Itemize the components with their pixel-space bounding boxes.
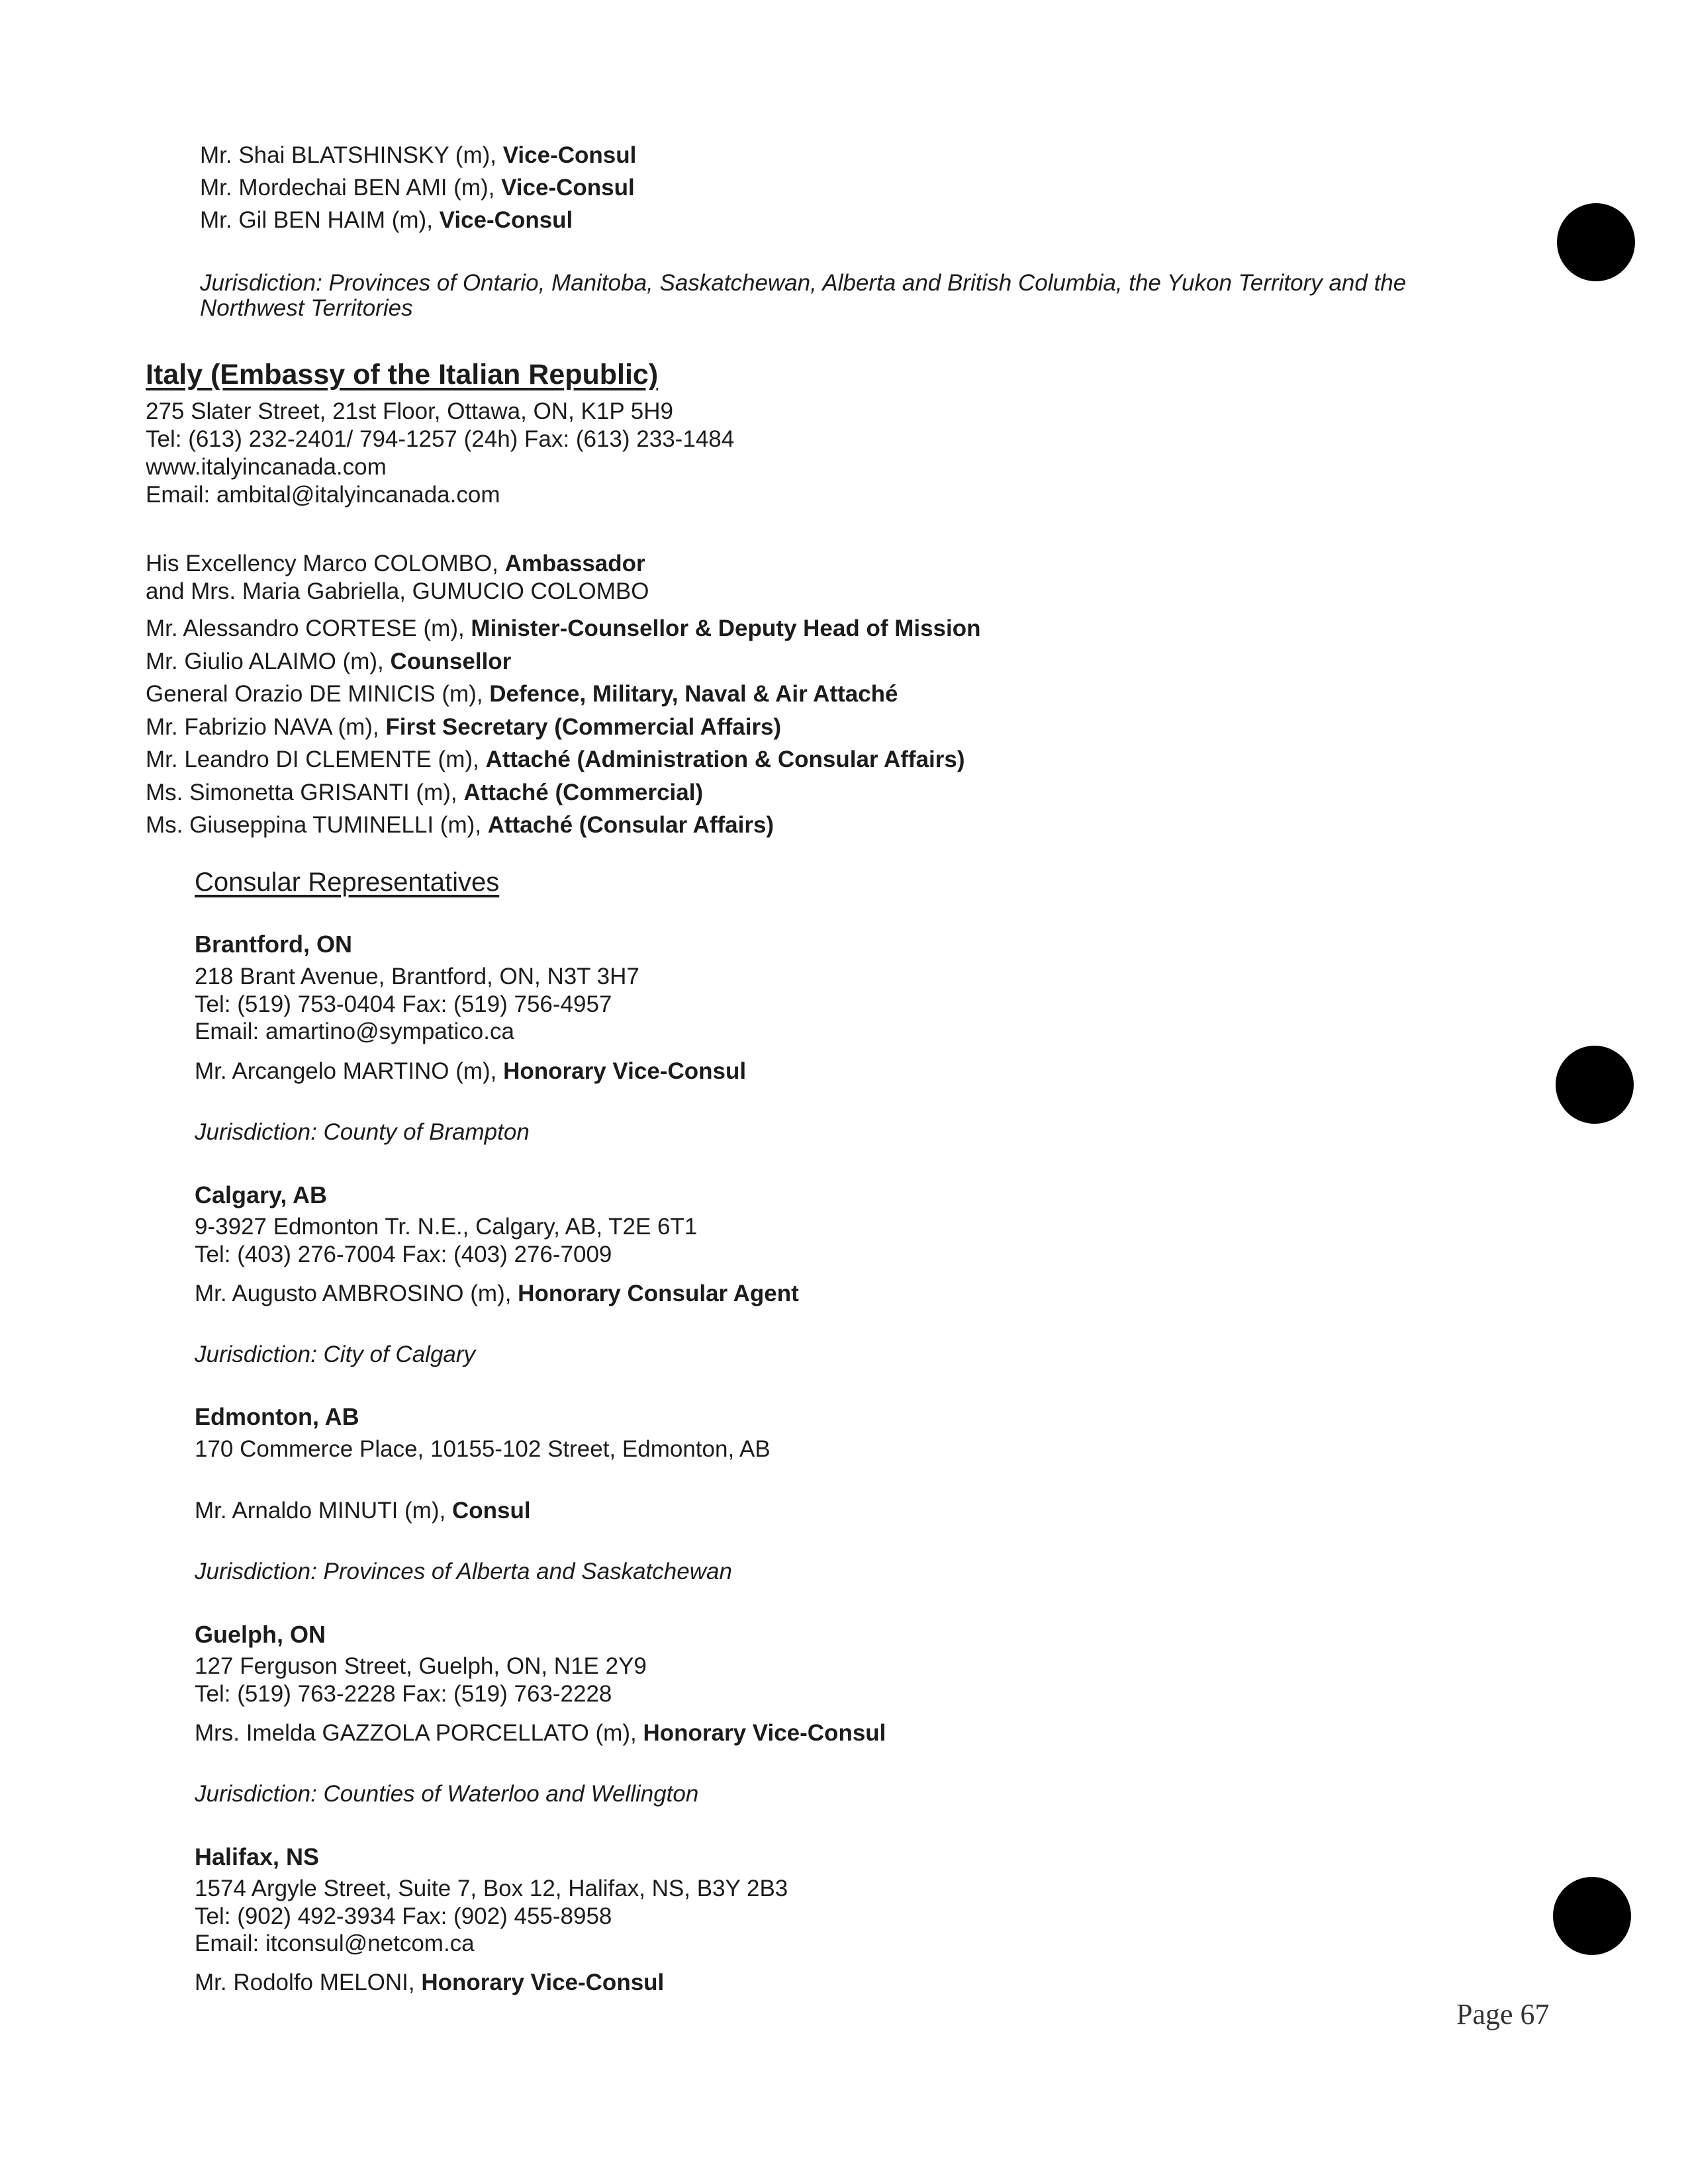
city-heading: Calgary, AB [195, 1181, 328, 1208]
city-line: 127 Ferguson Street, Guelph, ON, N1E 2Y9 [195, 1653, 647, 1679]
staff-line: Ms. Simonetta GRISANTI (m), Attaché (Commercial) [146, 780, 704, 805]
embassy-tel: Tel: (613) 232-2401/ 794-1257 (24h) Fax: (613) 233-1484 [146, 426, 735, 452]
jurisdiction-line: Jurisdiction: Counties of Waterloo and Wellington [195, 1781, 699, 1807]
consul-line: Mr. Mordechai BEN AMI (m), Vice-Consul [200, 175, 635, 201]
city-line: 170 Commerce Place, 10155-102 Street, Edmonton, AB [195, 1436, 771, 1462]
staff-line: Mr. Alessandro CORTESE (m), Minister-Counsellor & Deputy Head of Mission [146, 615, 981, 641]
city-person: Mr. Arcangelo MARTINO (m), Honorary Vice-Consul [195, 1058, 747, 1084]
punch-hole [1557, 203, 1635, 281]
city-heading: Brantford, ON [195, 931, 352, 958]
city-line: Tel: (519) 763-2228 Fax: (519) 763-2228 [195, 1681, 612, 1707]
city-line: Tel: (519) 753-0404 Fax: (519) 756-4957 [195, 991, 612, 1017]
embassy-heading: Italy (Embassy of the Italian Republic) [146, 359, 659, 390]
consular-heading: Consular Representatives [195, 868, 500, 897]
city-line: Email: itconsul@netcom.ca [195, 1931, 475, 1956]
city-heading: Halifax, NS [195, 1843, 320, 1870]
city-heading: Guelph, ON [195, 1621, 326, 1648]
embassy-email: Email: ambital@italyincanada.com [146, 482, 500, 508]
city-line: 218 Brant Avenue, Brantford, ON, N3T 3H7 [195, 964, 639, 989]
staff-line: Ms. Giuseppina TUMINELLI (m), Attaché (Consular Affairs) [146, 812, 774, 838]
staff-line: Mr. Fabrizio NAVA (m), First Secretary (Commercial Affairs) [146, 714, 782, 740]
city-line: Tel: (403) 276-7004 Fax: (403) 276-7009 [195, 1242, 612, 1267]
city-line: Tel: (902) 492-3934 Fax: (902) 455-8958 [195, 1903, 612, 1929]
embassy-address: 275 Slater Street, 21st Floor, Ottawa, ON, K1P 5H9 [146, 398, 673, 424]
jurisdiction-line: Northwest Territories [200, 295, 413, 321]
city-person: Mr. Augusto AMBROSINO (m), Honorary Consular Agent [195, 1281, 799, 1306]
city-line: 9-3927 Edmonton Tr. N.E., Calgary, AB, T2E 6T1 [195, 1214, 698, 1240]
jurisdiction-line: Jurisdiction: Provinces of Ontario, Manitoba, Saskatchewan, Alberta and British Columbia, the Yukon Territory and the [200, 270, 1407, 296]
staff-line: General Orazio DE MINICIS (m), Defence, Military, Naval & Air Attaché [146, 681, 898, 707]
city-person: Mrs. Imelda GAZZOLA PORCELLATO (m), Honorary Vice-Consul [195, 1720, 886, 1746]
consul-line: Mr. Shai BLATSHINSKY (m), Vice-Consul [200, 142, 637, 168]
punch-hole [1553, 1877, 1631, 1955]
staff-line: Mr. Giulio ALAIMO (m), Counsellor [146, 649, 512, 674]
city-heading: Edmonton, AB [195, 1403, 359, 1430]
staff-line: Mr. Leandro DI CLEMENTE (m), Attaché (Administration & Consular Affairs) [146, 747, 965, 772]
jurisdiction-line: Jurisdiction: Provinces of Alberta and Saskatchewan [195, 1559, 732, 1584]
page-number: Page 67 [1456, 1998, 1550, 2030]
embassy-web: www.italyincanada.com [146, 454, 387, 480]
staff-line: His Excellency Marco COLOMBO, Ambassador [146, 551, 645, 576]
jurisdiction-line: Jurisdiction: County of Brampton [195, 1119, 530, 1145]
city-line: Email: amartino@sympatico.ca [195, 1019, 514, 1044]
city-person: Mr. Arnaldo MINUTI (m), Consul [195, 1498, 531, 1524]
consul-line: Mr. Gil BEN HAIM (m), Vice-Consul [200, 207, 573, 233]
staff-line: and Mrs. Maria Gabriella, GUMUCIO COLOMBO [146, 578, 649, 604]
city-person: Mr. Rodolfo MELONI, Honorary Vice-Consul [195, 1970, 665, 1995]
jurisdiction-line: Jurisdiction: City of Calgary [195, 1342, 476, 1367]
punch-hole [1556, 1046, 1634, 1124]
city-line: 1574 Argyle Street, Suite 7, Box 12, Halifax, NS, B3Y 2B3 [195, 1876, 788, 1901]
